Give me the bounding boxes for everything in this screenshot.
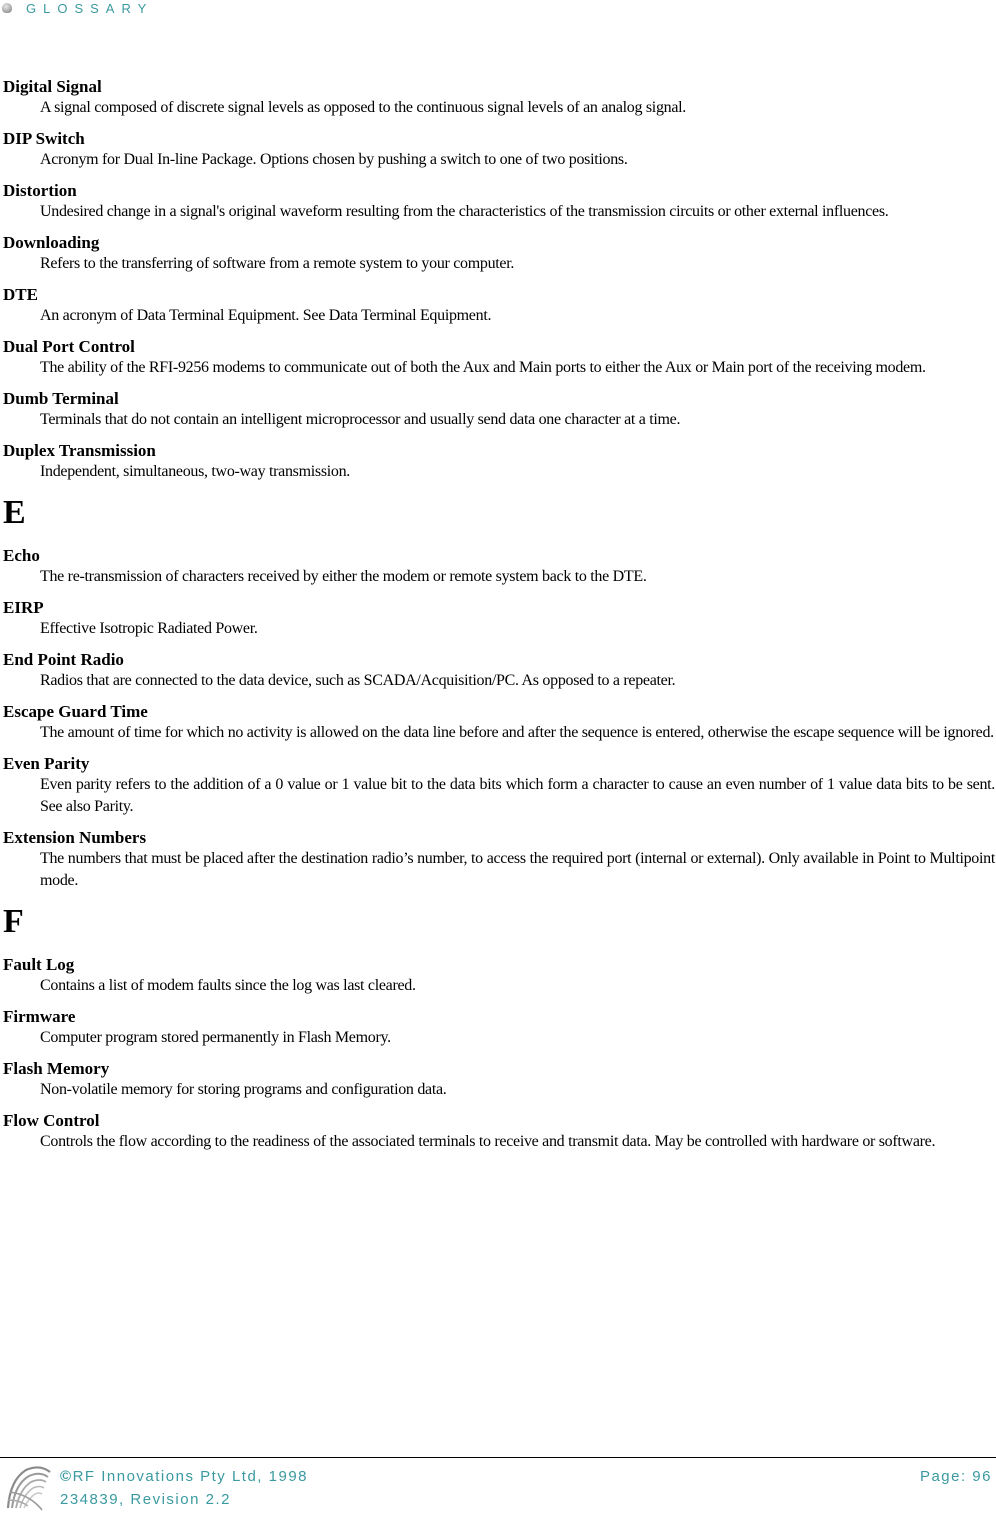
glossary-entry (3, 128, 995, 171)
glossary-definition: The numbers that must be placed after the destination radio’s number, to access the required port (internal or external). Only available in Point to Multipoint mode. (40, 850, 995, 889)
bullet-icon (2, 3, 12, 13)
glossary-definition: Refers to the transferring of software from a remote system to your computer. (40, 255, 515, 272)
glossary-term: DIP Switch (3, 129, 85, 148)
glossary-content (3, 76, 995, 1162)
glossary-term: Even Parity (3, 754, 90, 773)
glossary-term: Digital Signal (3, 77, 102, 96)
glossary-definition: The re-transmission of characters received by either the modem or remote system back to the DTE. (40, 568, 647, 585)
glossary-group-e (3, 545, 995, 892)
glossary-entry (3, 388, 995, 431)
glossary-definition: A signal composed of discrete signal levels as opposed to the continuous signal levels of an analog signal. (40, 99, 686, 116)
glossary-entry (3, 336, 995, 379)
glossary-entry (3, 1110, 995, 1153)
header-title: GLOSSARY (26, 0, 154, 16)
glossary-term: Echo (3, 546, 40, 565)
glossary-definition: Radios that are connected to the data device, such as SCADA/Acquisition/PC. As opposed to a repeater. (40, 672, 676, 689)
glossary-group-f (3, 954, 995, 1153)
company-logo-icon (4, 1462, 54, 1512)
footer-divider (0, 1457, 996, 1458)
glossary-definition: Non-volatile memory for storing programs and configuration data. (40, 1081, 447, 1098)
glossary-term: Dumb Terminal (3, 389, 119, 408)
glossary-definition: Undesired change in a signal's original waveform resulting from the characteristics of the transmission circuits or other external influences. (40, 203, 889, 220)
glossary-term: Flash Memory (3, 1059, 110, 1078)
glossary-term: Escape Guard Time (3, 702, 148, 721)
glossary-entry (3, 753, 995, 818)
glossary-entry (3, 180, 995, 223)
glossary-entry (3, 1006, 995, 1049)
glossary-term: EIRP (3, 598, 44, 617)
glossary-term: Flow Control (3, 1111, 100, 1130)
page-header (0, 0, 996, 16)
glossary-term: Duplex Transmission (3, 441, 156, 460)
glossary-group-d (3, 76, 995, 483)
glossary-definition: Contains a list of modem faults since the log was last cleared. (40, 977, 416, 994)
footer-left (60, 1465, 308, 1511)
glossary-entry (3, 284, 995, 327)
footer-copyright-line (60, 1465, 308, 1488)
glossary-definition: Independent, simultaneous, two-way transmission. (40, 463, 350, 480)
glossary-entry (3, 649, 995, 692)
glossary-entry (3, 440, 995, 483)
glossary-definition: An acronym of Data Terminal Equipment. See Data Terminal Equipment. (40, 307, 492, 324)
glossary-entry (3, 827, 995, 892)
glossary-term: Distortion (3, 181, 77, 200)
glossary-term: Dual Port Control (3, 337, 135, 356)
glossary-definition: The amount of time for which no activity is allowed on the data line before and after the sequence is entered, otherwise the escape sequence will be ignored. (40, 724, 994, 741)
glossary-term: Extension Numbers (3, 828, 147, 847)
glossary-entry (3, 1058, 995, 1101)
glossary-term: Firmware (3, 1007, 76, 1026)
glossary-term: DTE (3, 285, 38, 304)
glossary-entry (3, 701, 995, 744)
copyright-icon: © (60, 1468, 73, 1485)
glossary-entry (3, 597, 995, 640)
glossary-entry (3, 954, 995, 997)
glossary-entry (3, 76, 995, 119)
glossary-term: Downloading (3, 233, 100, 252)
section-letter-e: E (3, 494, 26, 531)
glossary-definition: Even parity refers to the addition of a 0 value or 1 value bit to the data bits which form a character to cause an even number of 1 value data bits to be sent. See also Parity. (40, 776, 995, 815)
glossary-entry (3, 232, 995, 275)
glossary-term: Fault Log (3, 955, 75, 974)
glossary-definition: Terminals that do not contain an intelligent microprocessor and usually send data one character at a time. (40, 411, 681, 428)
section-letter-f: F (3, 903, 24, 940)
glossary-definition: Computer program stored permanently in Flash Memory. (40, 1029, 391, 1046)
glossary-definition: Controls the flow according to the readiness of the associated terminals to receive and transmit data. May be controlled with hardware or software. (40, 1133, 936, 1150)
glossary-definition: The ability of the RFI-9256 modems to communicate out of both the Aux and Main ports to either the Aux or Main port of the receiving modem. (40, 359, 926, 376)
glossary-definition: Acronym for Dual In-line Package. Options chosen by pushing a switch to one of two positions. (40, 151, 628, 168)
footer-page-number: Page: 96 (919, 1468, 992, 1485)
glossary-definition: Effective Isotropic Radiated Power. (40, 620, 258, 637)
glossary-term: End Point Radio (3, 650, 124, 669)
glossary-entry (3, 545, 995, 588)
footer-doc-ref: 234839, Revision 2.2 (60, 1491, 231, 1508)
footer-company: RF Innovations Pty Ltd, 1998 (72, 1468, 309, 1485)
